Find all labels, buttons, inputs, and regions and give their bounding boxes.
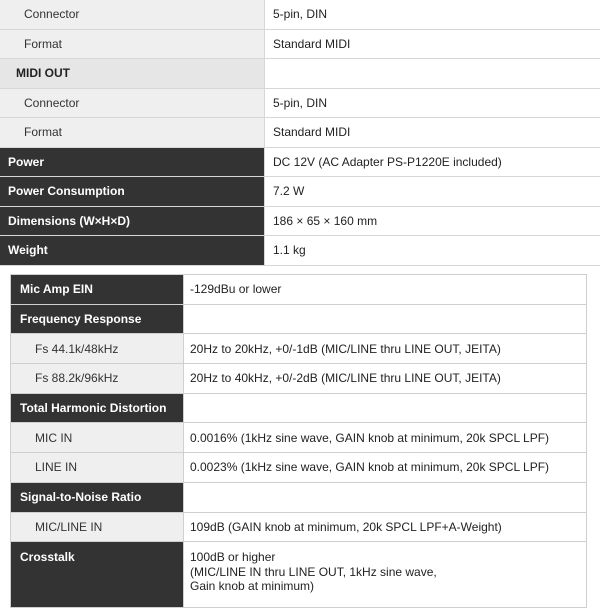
spec-row-mic-line-in <box>11 513 586 543</box>
spec-table-audio <box>10 274 587 608</box>
spec-row-frequency-response <box>11 305 586 335</box>
spec-value: 109dB (GAIN knob at minimum, 20k SPCL LPF+A-Weight) <box>183 513 586 542</box>
spec-row-midi-out <box>0 59 600 89</box>
spec-row-midi-in-connector <box>0 0 600 30</box>
spec-row-midi-out-connector <box>0 89 600 119</box>
spec-value: DC 12V (AC Adapter PS-P1220E included) <box>264 148 600 177</box>
spec-value: 0.0016% (1kHz sine wave, GAIN knob at minimum, 20k SPCL LPF) <box>183 423 586 452</box>
spec-label: Mic Amp EIN <box>11 275 183 304</box>
spec-label: Signal-to-Noise Ratio <box>11 483 183 512</box>
spec-row-snr <box>11 483 586 513</box>
spec-value: 5-pin, DIN <box>264 89 600 118</box>
spec-group-label: MIDI OUT <box>0 59 264 88</box>
spec-label: Power Consumption <box>0 177 264 206</box>
spec-value-empty <box>264 59 600 88</box>
spec-label: MIC IN <box>11 423 183 452</box>
spec-row-weight <box>0 236 600 266</box>
spec-label: Frequency Response <box>11 305 183 334</box>
spec-label: Format <box>0 30 264 59</box>
spec-row-thd <box>11 394 586 424</box>
spec-value: 20Hz to 40kHz, +0/-2dB (MIC/LINE thru LINE OUT, JEITA) <box>183 364 586 393</box>
spec-row-mic-amp-ein <box>11 275 586 305</box>
spec-row-fs-88 <box>11 364 586 394</box>
spec-label: Connector <box>0 89 264 118</box>
spec-label: Dimensions (W×H×D) <box>0 207 264 236</box>
spec-label: MIC/LINE IN <box>11 513 183 542</box>
spec-value-empty <box>183 305 586 334</box>
spec-value: 0.0023% (1kHz sine wave, GAIN knob at minimum, 20k SPCL LPF) <box>183 453 586 482</box>
spec-value-line: Gain knob at minimum) <box>190 579 315 594</box>
spec-row-power-consumption <box>0 177 600 207</box>
spec-label: Crosstalk <box>11 542 183 607</box>
spec-value: Standard MIDI <box>264 30 600 59</box>
spec-row-crosstalk <box>11 542 586 608</box>
spec-label: Connector <box>0 0 264 29</box>
spec-value-line: 100dB or higher <box>190 550 276 565</box>
spec-value: 5-pin, DIN <box>264 0 600 29</box>
spec-label: Fs 44.1k/48kHz <box>11 334 183 363</box>
spec-row-power <box>0 148 600 178</box>
spec-value: Standard MIDI <box>264 118 600 147</box>
spec-value: 1.1 kg <box>264 236 600 265</box>
spec-row-fs-44 <box>11 334 586 364</box>
spec-row-dimensions <box>0 207 600 237</box>
spec-row-midi-in-format <box>0 30 600 60</box>
spec-table-general <box>0 0 600 266</box>
spec-label: Power <box>0 148 264 177</box>
spec-label: LINE IN <box>11 453 183 482</box>
spec-value: 20Hz to 20kHz, +0/-1dB (MIC/LINE thru LINE OUT, JEITA) <box>183 334 586 363</box>
spec-value-line: (MIC/LINE IN thru LINE OUT, 1kHz sine wave, <box>190 564 437 579</box>
spec-value-empty <box>183 394 586 423</box>
spec-value-multiline <box>183 542 586 607</box>
spec-label: Format <box>0 118 264 147</box>
spec-label: Total Harmonic Distortion <box>11 394 183 423</box>
spec-label: Weight <box>0 236 264 265</box>
spec-value: -129dBu or lower <box>183 275 586 304</box>
spec-value: 186 × 65 × 160 mm <box>264 207 600 236</box>
spec-row-line-in <box>11 453 586 483</box>
spec-row-mic-in <box>11 423 586 453</box>
spec-row-midi-out-format <box>0 118 600 148</box>
spec-value-empty <box>183 483 586 512</box>
spec-label: Fs 88.2k/96kHz <box>11 364 183 393</box>
spec-value: 7.2 W <box>264 177 600 206</box>
